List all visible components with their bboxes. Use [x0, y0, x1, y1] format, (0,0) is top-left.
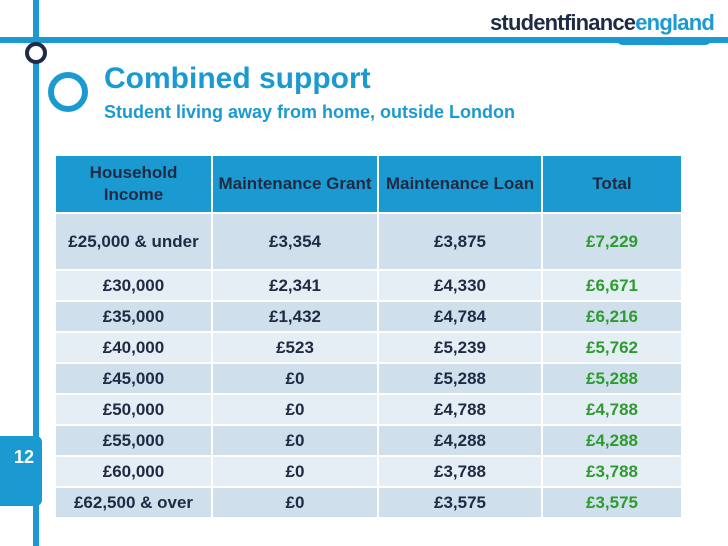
table-row: [56, 487, 682, 517]
table-row: [56, 332, 682, 363]
cell-loan: £5,288: [378, 363, 542, 394]
cell-income: £55,000: [56, 425, 212, 456]
table-header-row: [56, 156, 682, 213]
cell-total: £5,288: [542, 363, 682, 394]
cell-grant: £1,432: [212, 301, 378, 332]
header-maintenance-loan: Maintenance Loan: [378, 156, 542, 213]
cell-loan: £4,784: [378, 301, 542, 332]
station-node-icon: [25, 42, 47, 64]
cell-total: £4,788: [542, 394, 682, 425]
cell-grant: £3,354: [212, 213, 378, 270]
cell-loan: £4,330: [378, 270, 542, 301]
table-row: [56, 456, 682, 487]
cell-grant: £523: [212, 332, 378, 363]
cell-income: £35,000: [56, 301, 212, 332]
logo-text-part2: england: [635, 10, 714, 35]
side-tab: 12: [0, 436, 42, 506]
cell-total: £7,229: [542, 213, 682, 270]
cell-grant: £0: [212, 425, 378, 456]
slide-title: Combined support: [104, 62, 371, 95]
cell-loan: £4,788: [378, 394, 542, 425]
table-row: [56, 213, 682, 270]
cell-loan: £4,288: [378, 425, 542, 456]
cell-loan: £3,875: [378, 213, 542, 270]
cell-total: £4,288: [542, 425, 682, 456]
station-node-large-icon: [48, 72, 88, 112]
cell-income: £62,500 & over: [56, 487, 212, 517]
logo-swoosh-icon: [616, 38, 712, 45]
header-household-income: Household Income: [56, 156, 212, 213]
logo-text-part1: studentfinance: [489, 10, 636, 35]
table-row: [56, 363, 682, 394]
cell-income: £30,000: [56, 270, 212, 301]
cell-total: £5,762: [542, 332, 682, 363]
cell-total: £6,671: [542, 270, 682, 301]
cell-grant: £0: [212, 456, 378, 487]
cell-total: £6,216: [542, 301, 682, 332]
cell-income: £40,000: [56, 332, 212, 363]
table-row: [56, 270, 682, 301]
student-finance-england-logo: [490, 10, 714, 36]
cell-grant: £0: [212, 487, 378, 517]
cell-grant: £0: [212, 363, 378, 394]
cell-total: £3,575: [542, 487, 682, 517]
cell-loan: £5,239: [378, 332, 542, 363]
table-row: [56, 301, 682, 332]
cell-income: £25,000 & under: [56, 213, 212, 270]
cell-grant: £0: [212, 394, 378, 425]
slide-subtitle: Student living away from home, outside London: [104, 102, 516, 122]
combined-support-table: [56, 156, 683, 517]
header-total: Total: [542, 156, 682, 213]
cell-income: £50,000: [56, 394, 212, 425]
table-row: [56, 425, 682, 456]
header-maintenance-grant: Maintenance Grant: [212, 156, 378, 213]
cell-loan: £3,575: [378, 487, 542, 517]
cell-income: £60,000: [56, 456, 212, 487]
cell-total: £3,788: [542, 456, 682, 487]
cell-grant: £2,341: [212, 270, 378, 301]
cell-loan: £3,788: [378, 456, 542, 487]
table-row: [56, 394, 682, 425]
cell-income: £45,000: [56, 363, 212, 394]
